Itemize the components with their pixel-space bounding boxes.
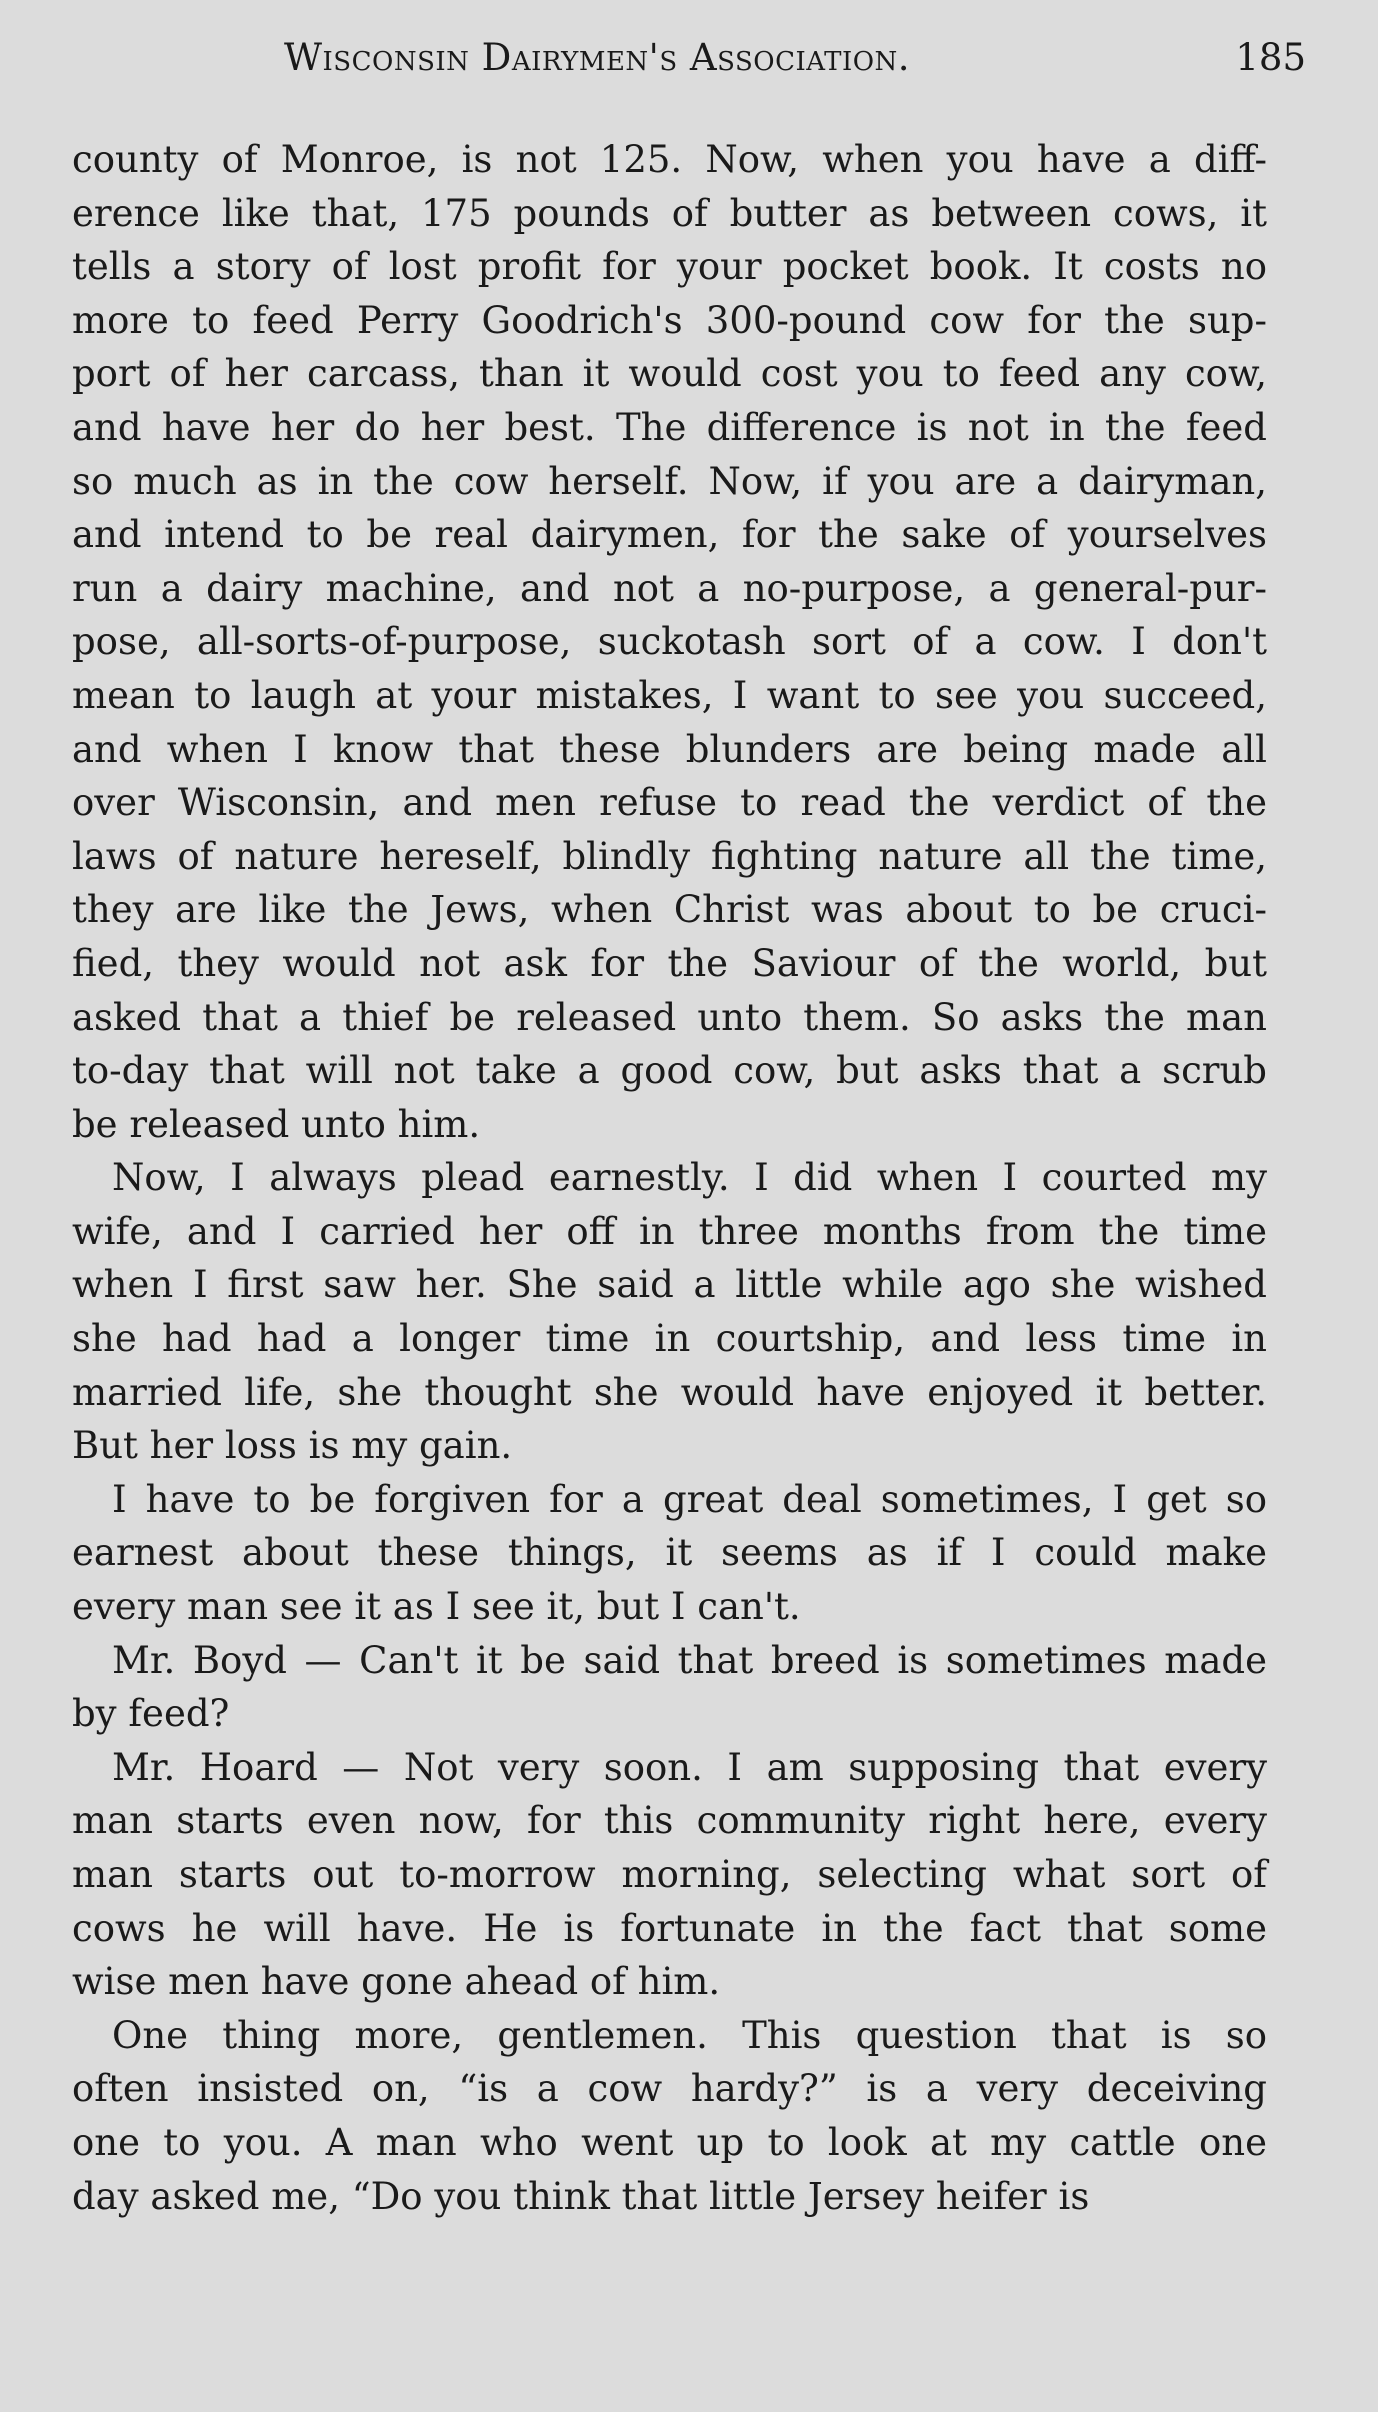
page-number: 185	[1235, 36, 1306, 79]
paragraph	[72, 133, 1267, 1151]
text-line: port of her carcass, than it would cost you to feed any cow,	[72, 352, 1267, 396]
text-line: be released unto him.	[72, 1102, 481, 1146]
text-line: run a dairy machine, and not a no-purpose, a general-pur-	[72, 566, 1267, 610]
text-line: over Wisconsin, and men refuse to read the verdict of the	[72, 781, 1267, 825]
text-line: one to you. A man who went up to look at my cattle one	[72, 2120, 1267, 2164]
text-line: One thing more, gentlemen. This question that is so	[112, 2013, 1267, 2057]
text-line: wife, and I carried her off in three months from the time	[72, 1209, 1267, 1253]
text-line: I have to be forgiven for a great deal sometimes, I get so	[112, 1477, 1267, 1521]
text-line: and have her do her best. The difference is not in the feed	[72, 405, 1267, 449]
text-line: married life, she thought she would have enjoyed it better.	[72, 1370, 1267, 1414]
text-line: and intend to be real dairymen, for the sake of yourselves	[72, 513, 1267, 557]
running-header	[72, 36, 1306, 86]
text-line: often insisted on, “is a cow hardy?” is a very deceiving	[72, 2067, 1267, 2111]
text-line: laws of nature hereself, blindly fighting nature all the time,	[72, 834, 1267, 878]
text-line: asked that a thief be released unto them. So asks the man	[72, 995, 1267, 1039]
text-line: Now, I always plead earnestly. I did when I courted my	[112, 1156, 1267, 1200]
text-line: Mr. Boyd — Can't it be said that breed is sometimes made	[112, 1638, 1267, 1682]
text-line: and when I know that these blunders are being made all	[72, 727, 1267, 771]
text-line: tells a story of lost profit for your pocket book. It costs no	[72, 245, 1267, 289]
text-line: every man see it as I see it, but I can't.	[72, 1585, 801, 1629]
text-line: so much as in the cow herself. Now, if you are a dairyman,	[72, 459, 1267, 503]
text-line: by feed?	[72, 1692, 230, 1736]
text-line: But her loss is my gain.	[72, 1424, 513, 1468]
text-line: mean to laugh at your mistakes, I want to see you succeed,	[72, 673, 1267, 717]
paragraph	[72, 2009, 1267, 2223]
text-line: erence like that, 175 pounds of butter as between cows, it	[72, 191, 1267, 235]
text-line: pose, all-sorts-of-purpose, suckotash sort of a cow. I don't	[72, 620, 1267, 664]
text-line: more to feed Perry Goodrich's 300-pound cow for the sup-	[72, 298, 1267, 342]
paragraph	[72, 1634, 1267, 1741]
paragraph	[72, 1741, 1267, 2009]
text-line: cows he will have. He is fortunate in the fact that some	[72, 1906, 1267, 1950]
body-text	[72, 133, 1267, 2223]
text-line: man starts even now, for this community right here, every	[72, 1799, 1267, 1843]
text-line: county of Monroe, is not 125. Now, when you have a diff-	[72, 138, 1267, 181]
text-line: they are like the Jews, when Christ was about to be cruci-	[72, 888, 1267, 932]
paragraph	[72, 1151, 1267, 1473]
text-line: when I first saw her. She said a little while ago she wished	[72, 1263, 1267, 1307]
text-line: earnest about these things, it seems as if I could make	[72, 1531, 1267, 1575]
text-line: to-day that will not take a good cow, but asks that a scrub	[72, 1049, 1267, 1093]
text-line: Mr. Hoard — Not very soon. I am supposing that every	[112, 1745, 1267, 1789]
text-line: wise men have gone ahead of him.	[72, 1960, 721, 2004]
text-line: she had had a longer time in courtship, and less time in	[72, 1317, 1267, 1361]
text-line: day asked me, “Do you think that little Jersey heifer is	[72, 2174, 1090, 2218]
paragraph	[72, 1473, 1267, 1634]
text-line: man starts out to-morrow morning, selecting what sort of	[72, 1853, 1267, 1896]
running-title: Wisconsin Dairymen's Association.	[284, 36, 911, 79]
text-line: fied, they would not ask for the Saviour of the world, but	[72, 941, 1267, 985]
